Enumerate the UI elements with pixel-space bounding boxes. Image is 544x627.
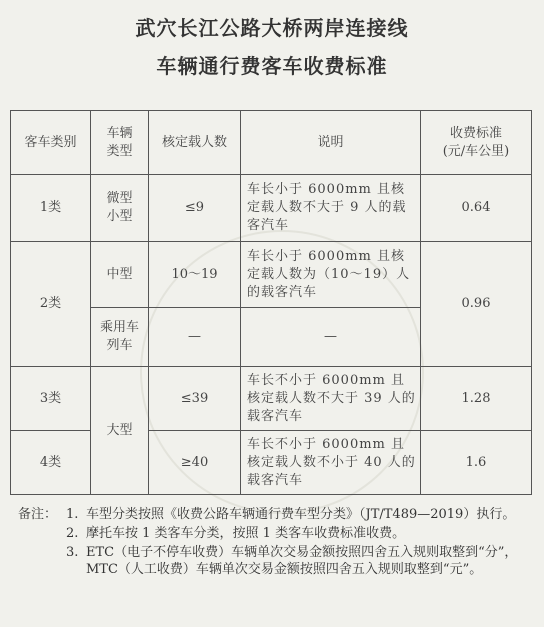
note-number: 3. xyxy=(66,545,79,560)
title-line-2: 车辆通行费客车收费标准 xyxy=(156,54,388,78)
table-header-row xyxy=(11,111,532,175)
note-item xyxy=(18,525,532,542)
cell-seats: 10～19 xyxy=(149,242,241,308)
note-number: 2. xyxy=(66,526,79,541)
header-rate: 收费标准 (元/车公里) xyxy=(421,111,532,175)
cell-seats: ≤39 xyxy=(149,367,241,431)
cell-desc: 车长小于 6000mm 且核定载人数为（10～19）人的载客汽车 xyxy=(241,242,421,308)
cell-rate: 1.28 xyxy=(421,367,532,431)
cell-rate: 0.64 xyxy=(421,175,532,242)
note-text: 摩托车按 1 类客车分类，按照 1 类客车收费标准收费。 xyxy=(86,526,406,541)
cell-type: 乘用车 列车 xyxy=(91,308,149,367)
cell-seats: — xyxy=(149,308,241,367)
cell-type: 中型 xyxy=(91,242,149,308)
header-seats: 核定载人数 xyxy=(149,111,241,175)
header-desc: 说明 xyxy=(241,111,421,175)
cell-rate: 0.96 xyxy=(421,242,532,367)
cell-class: 3类 xyxy=(11,367,91,431)
note-item xyxy=(18,544,532,578)
note-number: 1. xyxy=(66,507,79,522)
cell-class: 4类 xyxy=(11,431,91,495)
cell-desc: — xyxy=(241,308,421,367)
cell-seats: ≤9 xyxy=(149,175,241,242)
cell-class: 2类 xyxy=(11,242,91,367)
table-row xyxy=(11,242,532,308)
notes-section xyxy=(18,506,532,580)
header-class: 客车类别 xyxy=(11,111,91,175)
table-row xyxy=(11,431,532,495)
note-text: 车型分类按照《收费公路车辆通行费车型分类》（JT/T489—2019）执行。 xyxy=(86,507,516,522)
cell-desc: 车长不小于 6000mm 且核定载人数不小于 40 人的载客汽车 xyxy=(241,431,421,495)
cell-class: 1类 xyxy=(11,175,91,242)
note-item xyxy=(18,506,532,523)
note-text: ETC（电子不停车收费）车辆单次交易金额按照四舍五入规则取整到“分”，MTC（人工收费）车辆单次交易金额按照四舍五入规则取整到“元”。 xyxy=(86,545,518,577)
header-type: 车辆 类型 xyxy=(91,111,149,175)
cell-seats: ≥40 xyxy=(149,431,241,495)
title-line-1: 武穴长江公路大桥两岸连接线 xyxy=(135,16,409,40)
table-row xyxy=(11,367,532,431)
cell-type: 微型 小型 xyxy=(91,175,149,242)
cell-desc: 车长不小于 6000mm 且核定载人数不大于 39 人的载客汽车 xyxy=(241,367,421,431)
cell-rate: 1.6 xyxy=(421,431,532,495)
cell-type: 大型 xyxy=(91,367,149,495)
table-row xyxy=(11,175,532,242)
cell-desc: 车长小于 6000mm 且核定载人数不大于 9 人的载客汽车 xyxy=(241,175,421,242)
notes-prefix: 备注： xyxy=(18,507,58,522)
fee-table xyxy=(10,110,532,495)
